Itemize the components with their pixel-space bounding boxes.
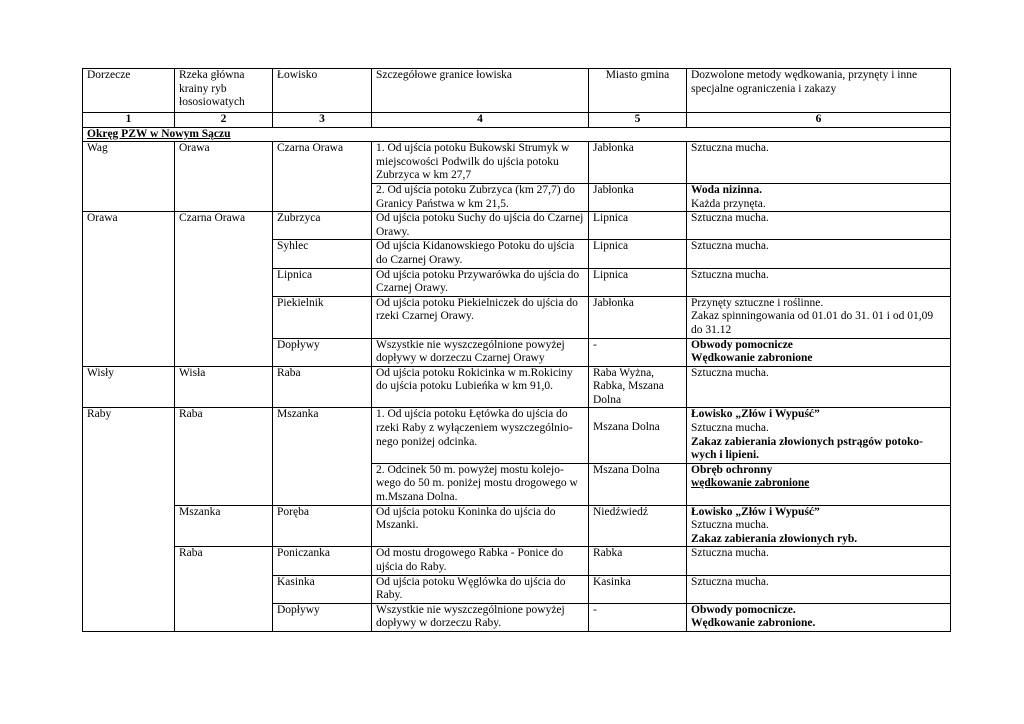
section-row	[83, 127, 951, 142]
metody-cell: Sztuczna mucha.	[687, 142, 951, 184]
metody-line: Łowisko „Złów i Wypuść”	[691, 408, 820, 421]
metody-line: Sztuczna mucha.	[691, 422, 769, 435]
header-dorzecze: Dorzecze	[83, 69, 175, 113]
metody-line: Obręb ochronny	[691, 463, 773, 476]
miasto-cell: Rabka	[589, 547, 687, 575]
metody-line: Zakaz zabierania złowionych pstrągów potoko-wych i lipieni.	[691, 435, 923, 462]
table-row	[83, 505, 951, 547]
column-number: 2	[175, 113, 273, 128]
metody-cell: Sztuczna mucha.	[687, 212, 951, 240]
metody-line: Łowisko „Złów i Wypuść”	[691, 505, 820, 518]
granice-cell: Od ujścia potoku Koninka do ujścia do Mszanki.	[372, 505, 589, 547]
metody-line: Przynęty sztuczne i roślinne.	[691, 296, 824, 309]
metody-line: Woda nizinna.	[691, 183, 762, 196]
miasto-text: Mszana Dolna	[593, 421, 660, 434]
rzeka-cell: Wisła	[175, 366, 273, 408]
section-title: Okręg PZW w Nowym Sączu	[83, 127, 951, 142]
granice-cell: Od ujścia potoku Suchy do ujścia do Czarnej Orawy.	[372, 212, 589, 240]
metody-line: Zakaz zabierania złowionych ryb.	[691, 532, 858, 545]
rzeka-cell: Mszanka	[175, 505, 273, 547]
miasto-cell: Mszana Dolna	[589, 463, 687, 505]
lowisko-cell: Poręba	[273, 505, 372, 547]
table-row	[83, 366, 951, 408]
column-number: 1	[83, 113, 175, 128]
metody-line: Obwody pomocnicze.	[691, 603, 796, 616]
metody-cell: Sztuczna mucha.	[687, 366, 951, 408]
metody-cell: Sztuczna mucha.	[687, 575, 951, 603]
metody-cell: Sztuczna mucha.	[687, 240, 951, 268]
header-metody: Dozwolone metody wędkowania, przynęty i inne specjalne ograniczenia i zakazy	[687, 69, 951, 113]
metody-cell	[687, 338, 951, 366]
metody-line: Wędkowanie zabronione	[691, 352, 813, 365]
metody-cell: Sztuczna mucha.	[687, 268, 951, 296]
miasto-cell: -	[589, 338, 687, 366]
lowisko-cell: Dopływy	[273, 603, 372, 631]
metody-line: wędkowanie zabronione	[691, 477, 810, 490]
lowisko-cell: Kasinka	[273, 575, 372, 603]
dorzecze-cell: Orawa	[83, 212, 175, 367]
header-rzeka: Rzeka główna krainy ryb łososiowatych	[175, 69, 273, 113]
miasto-cell: Jabłonka	[589, 142, 687, 184]
lowisko-cell: Piekielnik	[273, 296, 372, 338]
lowisko-cell: Poniczanka	[273, 547, 372, 575]
miasto-cell: Jabłonka	[589, 183, 687, 211]
table-row	[83, 142, 951, 184]
granice-cell: 2. Od ujścia potoku Zubrzyca (km 27,7) do Granicy Państwa w km 21,5.	[372, 183, 589, 211]
rzeka-cell: Orawa	[175, 142, 273, 212]
lowisko-cell: Syhlec	[273, 240, 372, 268]
miasto-cell: Lipnica	[589, 212, 687, 240]
metody-cell	[687, 408, 951, 463]
miasto-cell: Lipnica	[589, 240, 687, 268]
metody-cell: Sztuczna mucha.	[687, 547, 951, 575]
miasto-cell: -	[589, 603, 687, 631]
granice-cell: 1. Od ujścia potoku Bukowski Strumyk w miejscowości Podwilk do ujścia potoku Zubrzyca w km 27,7	[372, 142, 589, 184]
miasto-cell: Raba Wyżna, Rabka, Mszana Dolna	[589, 366, 687, 408]
fishing-regulations-table	[82, 68, 951, 632]
metody-cell	[687, 463, 951, 505]
metody-line: Sztuczna mucha.	[691, 519, 769, 532]
miasto-cell	[589, 408, 687, 463]
column-number: 3	[273, 113, 372, 128]
granice-cell: Od ujścia Kidanowskiego Potoku do ujścia do Czarnej Orawy.	[372, 240, 589, 268]
granice-cell: Od ujścia potoku Przywarówka do ujścia do Czarnej Orawy.	[372, 268, 589, 296]
header-lowisko: Łowisko	[273, 69, 372, 113]
rzeka-cell: Raba	[175, 547, 273, 632]
granice-cell: 1. Od ujścia potoku Łętówka do ujścia do rzeki Raby z wyłączeniem wyszczególnio-nego poniżej odcinka.	[372, 408, 589, 463]
metody-line: Każda przynęta.	[691, 197, 766, 210]
table-row	[83, 547, 951, 575]
granice-cell: Od ujścia potoku Węglówka do ujścia do Raby.	[372, 575, 589, 603]
column-numbers-row	[83, 113, 951, 128]
header-granice: Szczegółowe granice łowiska	[372, 69, 589, 113]
dorzecze-cell: Wag	[83, 142, 175, 212]
granice-cell: Od ujścia potoku Piekielniczek do ujścia do rzeki Czarnej Orawy.	[372, 296, 589, 338]
miasto-cell: Kasinka	[589, 575, 687, 603]
metody-cell	[687, 183, 951, 211]
lowisko-cell: Raba	[273, 366, 372, 408]
metody-cell	[687, 296, 951, 338]
rzeka-cell: Raba	[175, 408, 273, 505]
lowisko-cell: Lipnica	[273, 268, 372, 296]
lowisko-cell: Dopływy	[273, 338, 372, 366]
metody-line: Obwody pomocnicze	[691, 338, 793, 351]
granice-cell: 2. Odcinek 50 m. powyżej mostu kolejo-wego do 50 m. poniżej mostu drogowego w m.Mszana Dolna.	[372, 463, 589, 505]
dorzecze-cell: Wisły	[83, 366, 175, 408]
rzeka-cell: Czarna Orawa	[175, 212, 273, 367]
lowisko-cell: Mszanka	[273, 408, 372, 505]
miasto-cell: Jabłonka	[589, 296, 687, 338]
granice-cell: Od mostu drogowego Rabka - Ponice do ujścia do Raby.	[372, 547, 589, 575]
metody-cell	[687, 603, 951, 631]
header-miasto: Miasto gmina	[589, 69, 687, 113]
column-number: 5	[589, 113, 687, 128]
metody-line: Zakaz spinningowania od 01.01 do 31. 01 i od 01,09 do 31.12	[691, 310, 934, 336]
metody-line: Wędkowanie zabronione.	[691, 617, 816, 630]
header-row	[83, 69, 951, 113]
miasto-cell: Niedźwiedź	[589, 505, 687, 547]
metody-cell	[687, 505, 951, 547]
lowisko-cell: Zubrzyca	[273, 212, 372, 240]
granice-cell: Wszystkie nie wyszczególnione powyżej dopływy w dorzeczu Raby.	[372, 603, 589, 631]
table-row	[83, 408, 951, 463]
dorzecze-cell: Raby	[83, 408, 175, 632]
column-number: 6	[687, 113, 951, 128]
granice-cell: Od ujścia potoku Rokicinka w m.Rokiciny do ujścia potoku Lubieńka w km 91,0.	[372, 366, 589, 408]
lowisko-cell: Czarna Orawa	[273, 142, 372, 212]
miasto-cell: Lipnica	[589, 268, 687, 296]
column-number: 4	[372, 113, 589, 128]
table-row	[83, 212, 951, 240]
granice-cell: Wszystkie nie wyszczególnione powyżej dopływy w dorzeczu Czarnej Orawy	[372, 338, 589, 366]
